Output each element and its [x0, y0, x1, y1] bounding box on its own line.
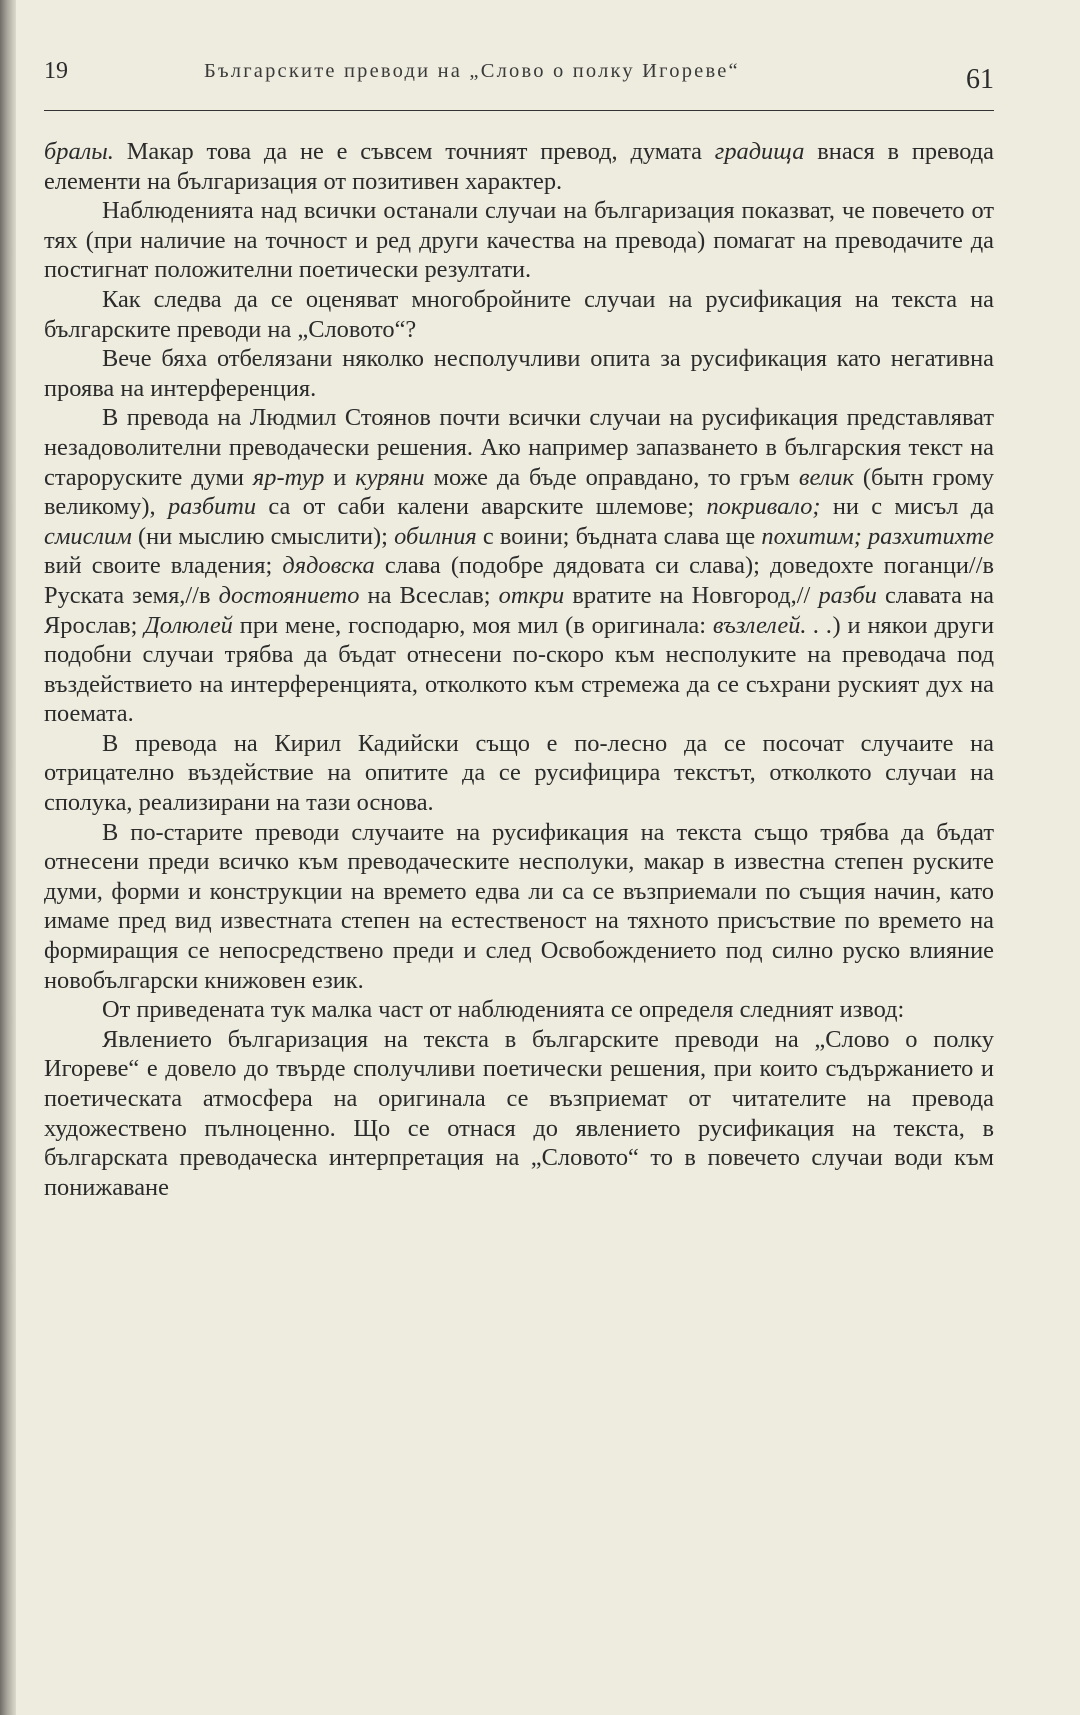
text-segment: при мене, господарю, моя мил (в оригинала: — [232, 611, 713, 639]
italic-term: велик — [798, 463, 854, 491]
text-segment: са от саби калени аварските шлемове; — [256, 493, 707, 521]
text-segment: Макар това да не е съвсем точният превод, думата — [113, 138, 715, 165]
italic-term: похитим; разхитихте — [761, 522, 994, 550]
text-segment: вий своите владения; — [44, 552, 283, 580]
italic-term: градища — [714, 138, 805, 165]
text-segment: В превода на Людмил Стоянов почти всички случаи на русификация представляват незадоволителни преводачески решения. Ако например запазването в българския текст на староруските думи — [44, 404, 994, 491]
body-paragraph — [44, 1025, 994, 1203]
page-header — [44, 54, 994, 104]
italic-term: яр-тур — [252, 463, 325, 491]
text-segment: ) и някои други подобни случаи трябва да бъдат отнесени по-скоро към несполуките на преводача под въздействието на интерференцията, отколкото към стремежа да се съхрани руският дух на поемата. — [44, 611, 994, 728]
text-segment: От приведената тук малка част от наблюденията се определя следният извод: — [102, 996, 905, 1024]
text-segment: Явлението българизация на текста в българските преводи на „Слово о полку Игореве“ е довело до твърде сполучливи поетически решения, при които съдържанието и поетическата атмосфера на оригинала се възприемат от читателите на превода художествено пълноценно. Що се отнася до явлението русификация на текста, в българската преводаческа интерпретация на „Словото“ то в повечето случаи води към понижаване — [44, 1025, 994, 1201]
page-body — [44, 137, 994, 1202]
text-segment: слава (подобре дядовата си слава); доведохте поганци//в Руската земя,//в — [44, 552, 994, 609]
body-paragraph — [44, 285, 994, 344]
italic-term: разбити — [167, 493, 257, 521]
page-number: 61 — [966, 64, 994, 95]
text-segment: (бытн грому великому), — [44, 463, 994, 521]
body-paragraph — [44, 344, 994, 403]
text-segment: Наблюденията над всички останали случаи на българизация показват, че повечето от тях (при наличие на точност и ред други качества на превода) помагат на преводачите да постигнат положителни поетически резултати. — [44, 197, 994, 284]
folio-number: 19 — [44, 58, 68, 84]
italic-term: покривало; — [706, 493, 821, 521]
text-segment: Как следва да се оценяват многобройните случаи на русификация на текста на българските преводи на „Словото“? — [44, 285, 994, 343]
text-segment: с воини; бъдната слава ще — [476, 522, 762, 550]
body-paragraph — [44, 729, 994, 818]
body-paragraph — [44, 818, 994, 996]
text-segment: славата на Ярослав; — [44, 581, 994, 639]
text-segment: В по-старите преводи случаите на русификация на текста също трябва да бъдат отнесени преди всичко към преводаческите несполуки, макар в известна степен руските думи, форми и конструкции на времето едва ли са се възприемали по същия начин, като имаме пред вид известната степен на естественост на тяхното присъствие по времето на формиращия се непосредствено преди и след Освобождението под силно руско влияние новобългарски книжовен език. — [44, 818, 994, 994]
italic-term: бралы. — [44, 138, 114, 165]
italic-term: достоянието — [218, 581, 360, 609]
text-segment: може да бъде оправдано, то гръм — [424, 463, 799, 491]
italic-term: обилния — [394, 522, 477, 550]
italic-term: възлелей. . . — [712, 611, 833, 639]
text-segment: ни с мисъл да — [820, 493, 995, 521]
text-segment: В превода на Кирил Кадийски също е по-лесно да се посочат случаите на отрицателно въздействие на опитите да се русифицира текстът, отколкото случаи на сполука, реализирани на тази основа. — [44, 729, 994, 817]
text-segment: и — [324, 463, 356, 491]
running-title: Българските преводи на „Слово о полку Игореве“ — [204, 60, 740, 82]
italic-term: откри — [498, 581, 565, 609]
italic-term: смислим — [44, 522, 132, 550]
body-paragraph — [44, 403, 994, 729]
text-segment: на Всеслав; — [359, 581, 499, 609]
italic-term: разби — [818, 581, 877, 609]
text-segment: (ни мыслию смыслити); — [131, 522, 395, 550]
text-segment: внася в превода елементи на българизация от позитивен характер. — [44, 138, 994, 195]
book-spine-shadow — [0, 0, 16, 1715]
header-rule — [44, 110, 994, 111]
body-paragraph — [44, 196, 994, 285]
text-segment: вратите на Новгород,// — [564, 581, 819, 609]
body-paragraph — [44, 137, 994, 196]
body-paragraph — [44, 995, 994, 1025]
text-segment: Вече бяха отбелязани няколко несполучливи опита за русификация като негативна проява на интерференция. — [44, 345, 994, 402]
italic-term: куряни — [355, 463, 425, 491]
italic-term: дядовска — [282, 552, 375, 580]
italic-term: Долюлей — [144, 611, 233, 639]
